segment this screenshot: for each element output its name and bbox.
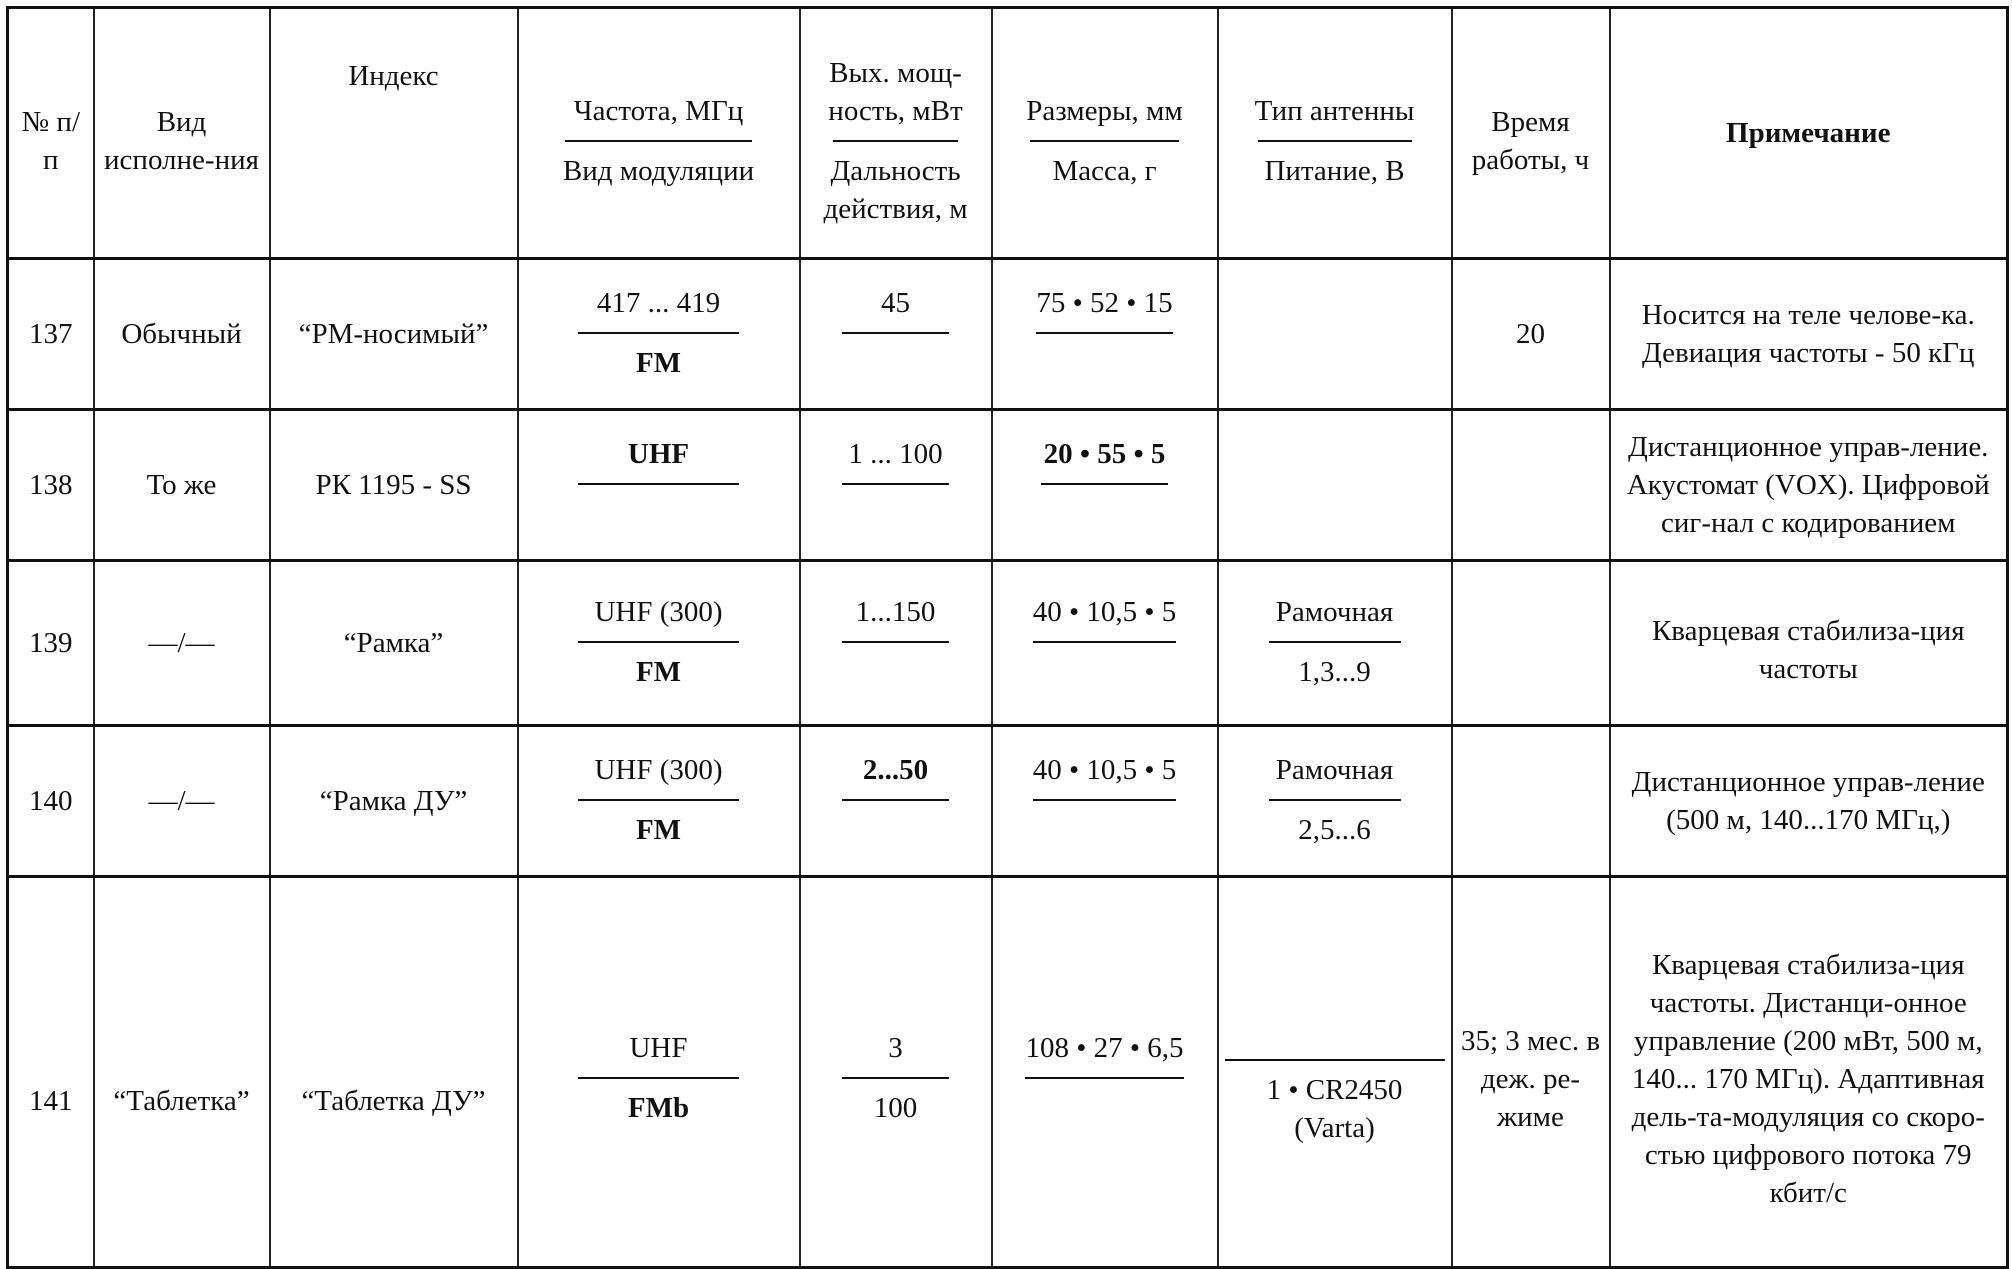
fraction-rule bbox=[578, 332, 739, 334]
cell-power-value: 45 bbox=[880, 287, 910, 319]
cell-index: “РМ-носимый” bbox=[270, 259, 518, 410]
cell-num: 141 bbox=[8, 877, 94, 1268]
cell-freq bbox=[518, 726, 800, 877]
header-row bbox=[8, 8, 2008, 259]
cell-antenna bbox=[1218, 726, 1452, 877]
header-size-label: Размеры, мм bbox=[1026, 95, 1183, 127]
cell-runtime: 20 bbox=[1452, 259, 1610, 410]
header-size-divider bbox=[1030, 140, 1178, 142]
cell-modulation-value: FM bbox=[635, 347, 682, 379]
cell-size bbox=[992, 561, 1218, 726]
cell-freq bbox=[518, 259, 800, 410]
cell-num: 140 bbox=[8, 726, 94, 877]
fraction-rule bbox=[842, 641, 949, 643]
cell-range-value bbox=[842, 653, 949, 693]
header-size bbox=[992, 8, 1218, 259]
cell-freq-value: UHF (300) bbox=[594, 754, 723, 786]
fraction-rule bbox=[1025, 1077, 1183, 1079]
cell-power bbox=[800, 259, 992, 410]
header-type: Вид исполне-ния bbox=[94, 8, 270, 259]
cell-freq bbox=[518, 410, 800, 561]
cell-modulation-value: FM bbox=[635, 814, 682, 846]
header-range-label: Дальность действия, м bbox=[823, 155, 968, 225]
header-num: № п/п bbox=[8, 8, 94, 259]
cell-power-value: 3 bbox=[888, 1032, 903, 1064]
fraction-rule bbox=[578, 483, 739, 485]
cell-note: Кварцевая стабилиза-ция частоты bbox=[1610, 561, 2008, 726]
header-freq bbox=[518, 8, 800, 259]
cell-size-value: 40 • 10,5 • 5 bbox=[1032, 754, 1177, 786]
header-power bbox=[800, 8, 992, 259]
header-antenna-divider bbox=[1258, 140, 1412, 142]
cell-mass-value bbox=[1033, 653, 1177, 693]
cell-freq-value: UHF bbox=[629, 1032, 688, 1064]
cell-power bbox=[800, 726, 992, 877]
cell-antenna bbox=[1218, 410, 1452, 561]
cell-size-value: 40 • 10,5 • 5 bbox=[1032, 596, 1177, 628]
cell-size bbox=[992, 726, 1218, 877]
cell-runtime bbox=[1452, 726, 1610, 877]
cell-runtime: 35; 3 мес. в деж. ре-жиме bbox=[1452, 877, 1610, 1268]
cell-antenna bbox=[1218, 561, 1452, 726]
header-modulation-label: Вид модуляции bbox=[562, 155, 755, 187]
spec-table bbox=[6, 6, 2009, 1269]
table-row bbox=[8, 410, 2008, 561]
cell-size bbox=[992, 259, 1218, 410]
header-antenna bbox=[1218, 8, 1452, 259]
header-index bbox=[270, 8, 518, 259]
cell-power-value: 1 ... 100 bbox=[848, 438, 943, 470]
cell-modulation-value: FMb bbox=[627, 1092, 690, 1124]
cell-index: РК 1195 - SS bbox=[270, 410, 518, 561]
cell-type: То же bbox=[94, 410, 270, 561]
cell-power bbox=[800, 410, 992, 561]
cell-note: Носится на теле челове-ка. Девиация частоты - 50 кГц bbox=[1610, 259, 2008, 410]
cell-type: —/— bbox=[94, 726, 270, 877]
header-index-label: Индекс bbox=[348, 60, 439, 92]
cell-mass-value bbox=[1036, 344, 1172, 384]
cell-num: 137 bbox=[8, 259, 94, 410]
cell-modulation-value: FM bbox=[635, 656, 682, 688]
cell-range-value bbox=[842, 811, 949, 851]
table-row bbox=[8, 561, 2008, 726]
header-freq-label: Частота, МГц bbox=[573, 95, 744, 127]
header-supply-label: Питание, В bbox=[1264, 155, 1405, 187]
cell-power-value: 1...150 bbox=[855, 596, 936, 628]
cell-size bbox=[992, 410, 1218, 561]
cell-range-value bbox=[842, 495, 949, 535]
header-freq-divider bbox=[565, 140, 753, 142]
cell-note: Кварцевая стабилиза-ция частоты. Дистанци-онное управление (200 мВт, 500 м, 140... 170 МГц). Адаптивная дель-та-модуляция со скоро-стью цифрового потока 79 кбит/с bbox=[1610, 877, 2008, 1268]
cell-power-value: 2...50 bbox=[862, 754, 929, 786]
header-mass-label: Масса, г bbox=[1052, 155, 1157, 187]
fraction-rule bbox=[578, 799, 739, 801]
fraction-rule bbox=[1036, 332, 1172, 334]
cell-antenna-value: Рамочная bbox=[1275, 754, 1394, 786]
cell-freq bbox=[518, 561, 800, 726]
fraction-rule bbox=[1033, 641, 1177, 643]
cell-note: Дистанционное управ-ление (500 м, 140...170 МГц,) bbox=[1610, 726, 2008, 877]
cell-supply-value: 1 • CR2450 (Varta) bbox=[1266, 1074, 1403, 1144]
cell-freq-value: UHF (300) bbox=[594, 596, 723, 628]
fraction-rule bbox=[842, 332, 949, 334]
header-runtime: Время работы, ч bbox=[1452, 8, 1610, 259]
fraction-rule bbox=[1269, 799, 1401, 801]
fraction-rule bbox=[842, 1077, 949, 1079]
cell-size bbox=[992, 877, 1218, 1268]
cell-type: —/— bbox=[94, 561, 270, 726]
table-row bbox=[8, 259, 2008, 410]
cell-size-value: 20 • 55 • 5 bbox=[1043, 438, 1166, 470]
cell-range-value: 100 bbox=[873, 1092, 918, 1124]
header-power-label: Вых. мощ-ность, мВт bbox=[828, 57, 963, 127]
cell-type: Обычный bbox=[94, 259, 270, 410]
cell-power bbox=[800, 877, 992, 1268]
cell-size-value: 108 • 27 • 6,5 bbox=[1025, 1032, 1184, 1064]
table-row bbox=[8, 877, 2008, 1268]
cell-size-value: 75 • 52 • 15 bbox=[1036, 287, 1173, 319]
cell-modulation-value bbox=[578, 495, 739, 535]
cell-runtime bbox=[1452, 561, 1610, 726]
cell-index: “Таблетка ДУ” bbox=[270, 877, 518, 1268]
header-note: Примечание bbox=[1610, 8, 2008, 259]
cell-num: 139 bbox=[8, 561, 94, 726]
fraction-rule bbox=[1033, 799, 1177, 801]
cell-mass-value bbox=[1041, 495, 1168, 535]
cell-freq-value: UHF bbox=[627, 438, 690, 470]
fraction-rule bbox=[842, 483, 949, 485]
fraction-rule bbox=[1269, 641, 1401, 643]
fraction-rule bbox=[842, 799, 949, 801]
cell-index: “Рамка” bbox=[270, 561, 518, 726]
cell-freq-value: 417 ... 419 bbox=[596, 287, 721, 319]
cell-antenna-value bbox=[1225, 1011, 1445, 1051]
cell-antenna bbox=[1218, 877, 1452, 1268]
cell-antenna bbox=[1218, 259, 1452, 410]
cell-mass-value bbox=[1025, 1089, 1183, 1129]
cell-antenna-value: Рамочная bbox=[1275, 596, 1394, 628]
cell-supply-value: 2,5...6 bbox=[1298, 814, 1371, 846]
cell-freq bbox=[518, 877, 800, 1268]
cell-type: “Таблетка” bbox=[94, 877, 270, 1268]
fraction-rule bbox=[578, 1077, 739, 1079]
cell-power bbox=[800, 561, 992, 726]
cell-supply-value: 1,3...9 bbox=[1298, 656, 1371, 688]
header-power-divider bbox=[833, 140, 958, 142]
header-antenna-label: Тип антенны bbox=[1254, 95, 1415, 127]
cell-num: 138 bbox=[8, 410, 94, 561]
table-row bbox=[8, 726, 2008, 877]
cell-runtime bbox=[1452, 410, 1610, 561]
fraction-rule bbox=[1041, 483, 1168, 485]
cell-index: “Рамка ДУ” bbox=[270, 726, 518, 877]
cell-range-value bbox=[842, 344, 949, 384]
fraction-rule bbox=[1225, 1059, 1445, 1061]
cell-note: Дистанционное управ-ление. Акустомат (VOX). Цифровой сиг-нал с кодированием bbox=[1610, 410, 2008, 561]
fraction-rule bbox=[578, 641, 739, 643]
cell-mass-value bbox=[1033, 811, 1177, 851]
